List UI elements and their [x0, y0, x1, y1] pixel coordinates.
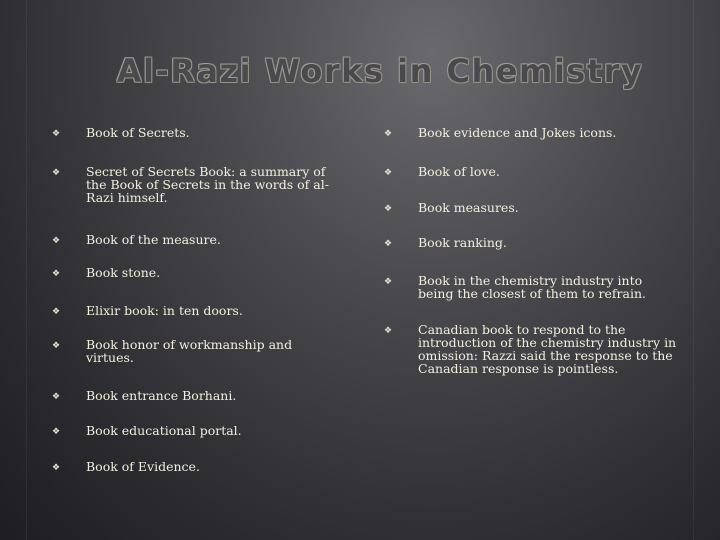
list-item-text: Book ranking.	[418, 235, 507, 250]
list-item-text: Book of the measure.	[86, 232, 221, 247]
list-item-text: Book in the chemistry industry into being the closest of them to refrain.	[418, 273, 647, 301]
list-item-text: Canadian book to respond to the introduction of the chemistry industry in omission: Razzi said the response to the Canadian response is pointless.	[418, 322, 677, 376]
diamond-bullet-icon: ❖	[384, 168, 393, 178]
list-item-text: Book of Secrets.	[86, 125, 190, 140]
list-item-text: Book of love.	[418, 164, 500, 179]
diamond-bullet-icon: ❖	[384, 277, 393, 287]
list-item-text: Book stone.	[86, 265, 161, 280]
diamond-bullet-icon: ❖	[52, 463, 61, 473]
list-item-text: Book evidence and Jokes icons.	[418, 125, 617, 140]
diamond-bullet-icon: ❖	[384, 129, 393, 139]
list-item-text: Book honor of workmanship and virtues.	[86, 337, 293, 365]
list-item-text: Book of Evidence.	[86, 459, 200, 474]
diamond-bullet-icon: ❖	[52, 307, 61, 317]
diamond-bullet-icon: ❖	[52, 427, 61, 437]
list-item-text: Elixir book: in ten doors.	[86, 303, 243, 318]
list-item-text: Book measures.	[418, 200, 519, 215]
slide-frame-line-left	[26, 0, 27, 540]
diamond-bullet-icon: ❖	[384, 239, 393, 249]
diamond-bullet-icon: ❖	[384, 326, 393, 336]
list-item-text: Book entrance Borhani.	[86, 388, 237, 403]
diamond-bullet-icon: ❖	[52, 392, 61, 402]
list-item-text: Book educational portal.	[86, 423, 242, 438]
slide-title: Al-Razi Works in Chemistry	[116, 52, 644, 90]
diamond-bullet-icon: ❖	[52, 129, 61, 139]
diamond-bullet-icon: ❖	[52, 168, 61, 178]
list-item-text: Secret of Secrets Book: a summary of the Book of Secrets in the words of al-Razi himself.	[86, 164, 329, 205]
diamond-bullet-icon: ❖	[52, 236, 61, 246]
diamond-bullet-icon: ❖	[384, 204, 393, 214]
diamond-bullet-icon: ❖	[52, 341, 61, 351]
diamond-bullet-icon: ❖	[52, 269, 61, 279]
